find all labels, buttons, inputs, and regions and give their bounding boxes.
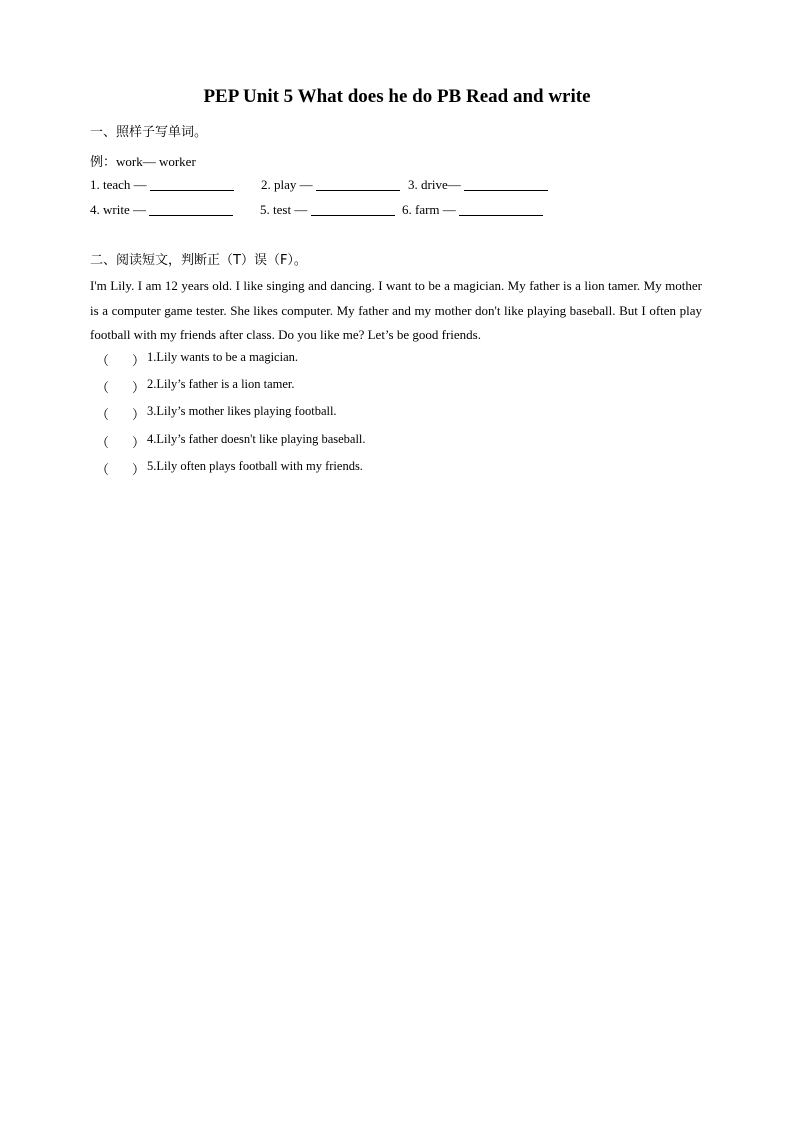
answer-blank[interactable] — [316, 178, 400, 191]
answer-paren-open: （ — [96, 408, 110, 423]
word-item-5 — [260, 202, 395, 218]
word-item-4 — [90, 202, 233, 218]
answer-paren-open: （ — [96, 463, 110, 478]
answer-paren-open: （ — [96, 436, 110, 451]
answer-paren-open: （ — [96, 354, 110, 369]
question-text: 3.Lily’s mother likes playing football. — [147, 404, 337, 418]
answer-paren-close: ） — [132, 354, 146, 369]
word-item-2 — [261, 177, 400, 193]
answer-blank[interactable] — [149, 203, 233, 216]
answer-blank[interactable] — [459, 203, 543, 216]
answer-paren-close: ） — [132, 436, 146, 451]
word-item-label: 1. teach — — [90, 177, 147, 192]
question-text: 4.Lily’s father doesn't like playing baseball. — [147, 432, 366, 446]
answer-blank[interactable] — [311, 203, 395, 216]
page-title: PEP Unit 5 What does he do PB Read and write — [203, 86, 591, 107]
word-item-label: 6. farm — — [402, 202, 456, 217]
question-text: 2.Lily’s father is a lion tamer. — [147, 377, 295, 391]
word-item-1 — [90, 177, 234, 193]
word-item-label: 5. test — — [260, 202, 308, 217]
word-item-label: 3. drive— — [408, 177, 461, 192]
answer-blank[interactable] — [150, 178, 234, 191]
example-line: 例：work— worker — [90, 154, 196, 169]
word-item-3 — [408, 177, 548, 193]
word-item-label: 2. play — — [261, 177, 313, 192]
section2-heading: 二、阅读短文，判断正（T）误（F）。 — [90, 253, 307, 268]
answer-paren-close: ） — [132, 463, 146, 478]
question-text: 5.Lily often plays football with my friends. — [147, 459, 363, 473]
answer-paren-open: （ — [96, 381, 110, 396]
word-item-label: 4. write — — [90, 202, 146, 217]
answer-paren-close: ） — [132, 381, 146, 396]
word-item-6 — [402, 202, 543, 218]
answer-paren-close: ） — [132, 408, 146, 423]
answer-blank[interactable] — [464, 178, 548, 191]
question-text: 1.Lily wants to be a magician. — [147, 350, 299, 364]
reading-passage: I'm Lily. I am 12 years old. I like singing and dancing. I want to be a magician. My father is a lion tamer. My mother is a computer game tester. She likes computer. My father and my mother don't like playing baseball. But I often play football with my friends after class. Do you like me? Let’s be good friends. — [90, 278, 702, 342]
section1-heading: 一、照样子写单词。 — [90, 125, 208, 140]
